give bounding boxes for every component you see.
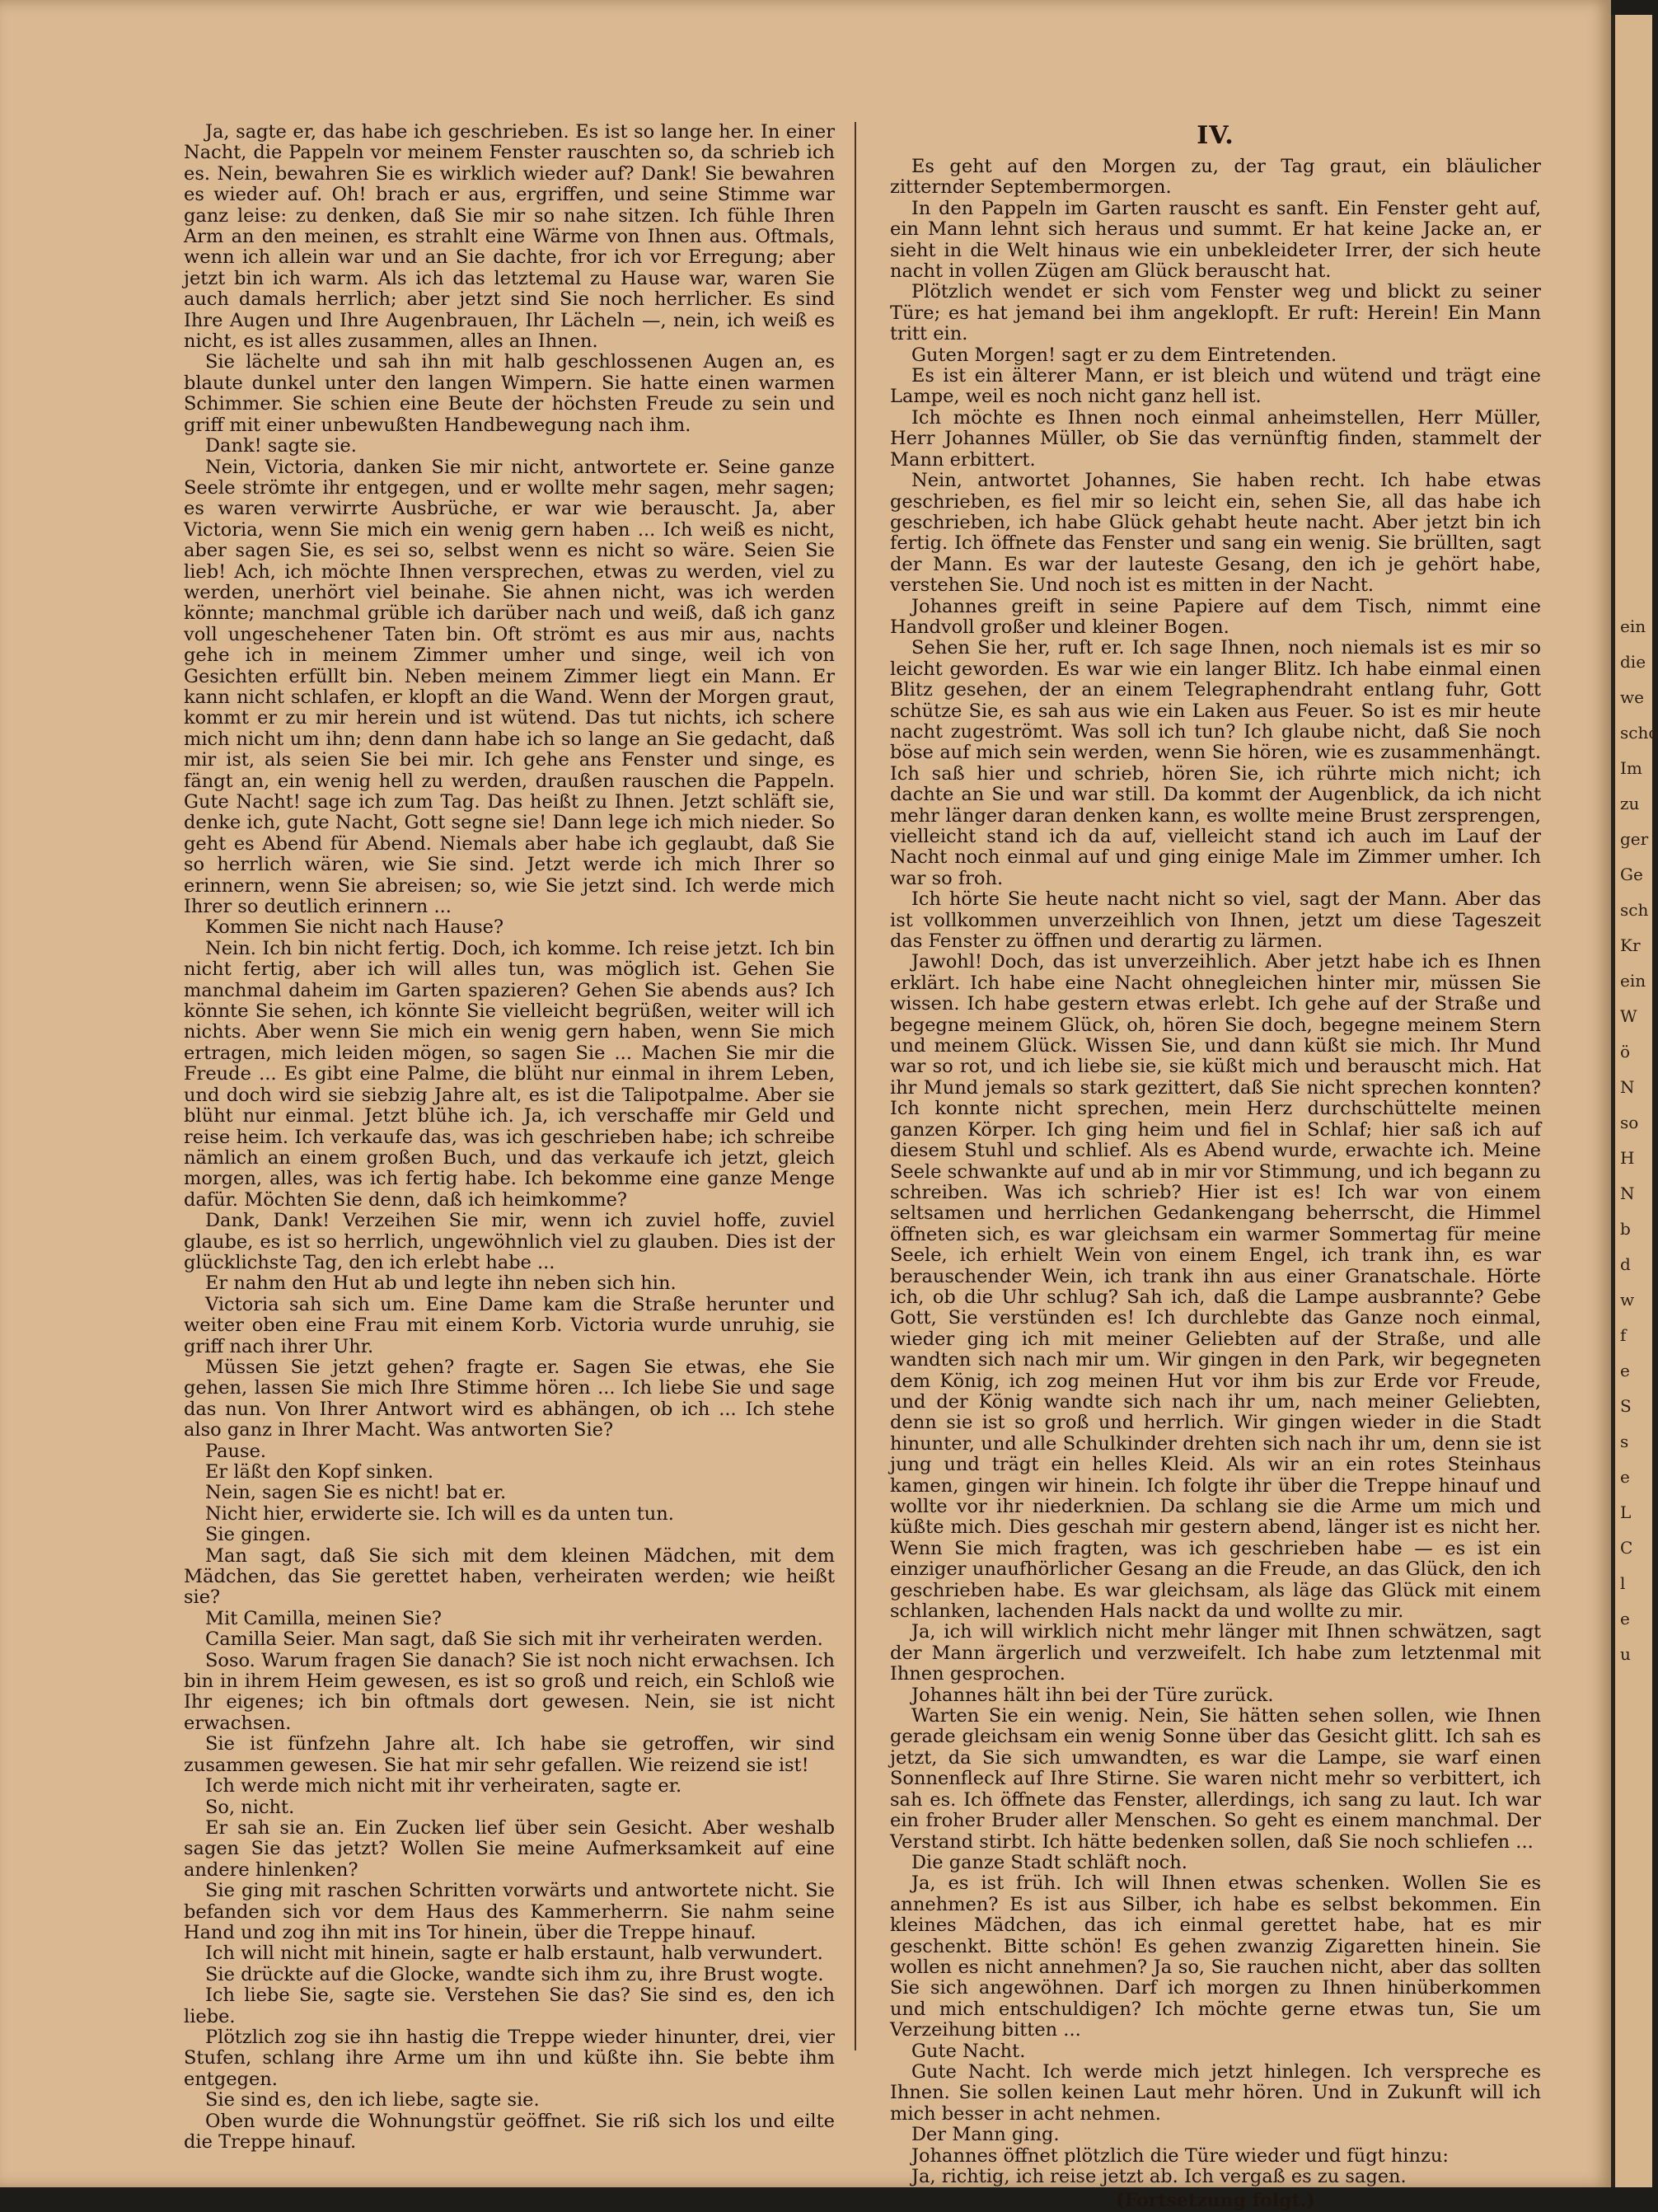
paragraph: Victoria sah sich um. Eine Dame kam die Straße herunter und weiter oben eine Frau mit einem Korb. Victoria wurde unruhig, sie griff nach ihrer Uhr. [184, 1293, 835, 1357]
next-page-fragment: u [1620, 1644, 1631, 1664]
next-page-fragment: e [1620, 1467, 1630, 1487]
next-page-fragment: d [1620, 1254, 1631, 1274]
right-column [890, 122, 1541, 2212]
paragraph: Ich möchte es Ihnen noch einmal anheimstellen, Herr Müller, Herr Johannes Müller, ob Sie das vernünftig finden, stammelt der Mann erbittert. [890, 406, 1541, 471]
continued-note: (Fortsetzung folgt.) [1116, 2190, 1315, 2212]
paragraph: Nicht hier, erwiderte sie. Ich will es da unten tun. [205, 1502, 674, 1525]
next-page-fragment: ger [1620, 829, 1649, 849]
next-page-fragment: ö [1620, 1042, 1631, 1061]
next-page-fragment: L [1620, 1502, 1632, 1522]
paragraph: Nein, antwortet Johannes, Sie haben recht. Ich habe etwas geschrieben, es fiel mir so leicht ein, sehen Sie, all das habe ich geschrieben, ich habe Glück gehabt heute nacht. Aber jetzt bin ich fertig. Ich öffnete das Fenster und sang ein wenig. Sie brüllten, sagt der Mann. Es war der lauteste Gesang, den ich je gehört habe, verstehen Sie. Und noch ist es mitten in der Nacht. [890, 470, 1541, 597]
next-page-edge [1611, 15, 1658, 2187]
paragraph: Sie drückte auf die Glocke, wandte sich ihm zu, ihre Brust wogte. [205, 1963, 824, 1985]
paragraph: Guten Morgen! sagt er zu dem Eintretenden. [911, 344, 1337, 366]
next-page-fragment: b [1620, 1219, 1631, 1239]
paragraph: Oben wurde die Wohnungstür geöffnet. Sie riß sich los und eilte die Treppe hinauf. [184, 2110, 835, 2153]
paragraph: In den Pappeln im Garten rauscht es sanft. Ein Fenster geht auf, ein Mann lehnt sich heraus und summt. Er hat keine Jacke an, er sieht in die Welt hinaus wie ein unbekleideter Irrer, der sich heute nacht in vollen Zügen am Glück berauscht hat. [890, 197, 1541, 283]
paragraph: Warten Sie ein wenig. Nein, Sie hätten sehen sollen, wie Ihnen gerade gleichsam ein wenig Sonne über das Gesicht glitt. Ich sah es jetzt, da Sie sich umwandten, es war die Lampe, sie warf einen Sonnenfleck auf Ihre Stirne. Sie waren nicht mehr so verbittert, ich sah es. Ich öffnete das Fenster, allerdings, ich sang zu laut. Ich war ein froher Bruder aller Menschen. So geht es einem manchmal. Der Verstand stirbt. Ich hätte bedenken sollen, daß Sie noch schliefen ... [890, 1705, 1541, 1853]
next-page-fragment: N [1620, 1077, 1635, 1097]
paragraph: Sie sind es, den ich liebe, sagte sie. [205, 2089, 540, 2111]
paragraph: Johannes öffnet plötzlich die Türe wieder und fügt hinzu: [911, 2144, 1449, 2167]
paragraph: Nein, sagen Sie es nicht! bat er. [205, 1482, 507, 1504]
left-column [184, 122, 835, 2153]
paragraph: So, nicht. [205, 1796, 295, 1818]
paragraph: Dank! sagte sie. [205, 435, 357, 457]
paragraph: Er läßt den Kopf sinken. [205, 1461, 433, 1483]
paragraph: Dank, Dank! Verzeihen Sie mir, wenn ich zuviel hoffe, zuviel glaube, es ist so herrlich, ungewöhnlich viel zu glauben. Dies ist der glücklichste Tag, den ich erlebt habe ... [184, 1210, 835, 1273]
next-page-fragment: Im [1620, 758, 1642, 778]
next-page-fragment: e [1620, 1609, 1630, 1629]
paragraph: Soso. Warum fragen Sie danach? Sie ist noch nicht erwachsen. Ich bin in ihrem Heim gewesen, es ist so groß und reich, ein Schloß wie Ihr eigenes; ich bin oftmals dort gewesen. Nein, sie ist nicht erwachsen. [184, 1649, 835, 1734]
next-page-fragment: ein [1620, 971, 1646, 991]
paragraph: Pause. [205, 1440, 267, 1462]
paragraph: Sie lächelte und sah ihn mit halb geschlossenen Augen an, es blaute dunkel unter den langen Wimpern. Sie hatte einen warmen Schimmer. Sie schien eine Beute der höchsten Freude zu sein und griff mit einer unbewußten Handbewegung nach ihm. [184, 351, 835, 436]
next-page-fragment: W [1620, 1006, 1637, 1026]
paragraph: Er sah sie an. Ein Zucken lief über sein Gesicht. Aber weshalb sagen Sie das jetzt? Wollen Sie meine Aufmerksamkeit auf eine andere hinlenken? [184, 1816, 835, 1881]
paragraph: Nein, Victoria, danken Sie mir nicht, antwortete er. Seine ganze Seele strömte ihr entgegen, und er wollte mehr sagen, mehr sagen; es waren verwirrte Ausbrüche, er war wie berauscht. Ja, aber Victoria, wenn Sie mich ein wenig gern haben ... Ich weiß es nicht, aber sagen Sie, es sei so, selbst wenn es nicht so wäre. Seien Sie lieb! Ach, ich möchte Ihnen versprechen, etwas zu werden, viel zu werden, unerhört viel beinahe. Sie ahnen nicht, was ich werden könnte; manchmal grüble ich darüber nach und weiß, daß ich ganz voll ungeschehener Taten bin. Oft strömt es aus mir aus, nachts gehe ich in meinem Zimmer umher und singe, weil ich von Gesichten erfüllt bin. Neben meinem Zimmer liegt ein Mann. Er kann nicht schlafen, er klopft an die Wand. Wenn der Morgen graut, kommt er zu mir herein und ist wütend. Das tut nichts, ich schere mich nicht um ihn; denn dann habe ich so lange an Sie gedacht, daß mir ist, als seien Sie bei mir. Ich gehe ans Fenster und singe, es fängt an, ein wenig hell zu werden, draußen rauschen die Pappeln. Gute Nacht! sage ich zum Tag. Das heißt zu Ihnen. Jetzt schläft sie, denke ich, gute Nacht, Gott segne sie! Dann lege ich mich nieder. So geht es Abend für Abend. Niemals aber habe ich geglaubt, daß Sie so herrlich wären, wie Sie sind. Jetzt werde ich mich Ihrer so erinnern, wenn Sie abreisen; so, wie Sie jetzt sind. Ich werde mich Ihrer so deutlich erinnern ... [184, 456, 835, 918]
paragraph: Ich hörte Sie heute nacht nicht so viel, sagt der Mann. Aber das ist vollkommen unverzeihlich von Ihnen, jetzt um diese Tageszeit das Fenster zu öffnen und derartig zu lärmen. [890, 888, 1541, 953]
paragraph: Plötzlich wendet er sich vom Fenster weg und blickt zu seiner Türe; es hat jemand bei ihm angeklopft. Er ruft: Herein! Ein Mann tritt ein. [890, 281, 1541, 345]
next-page-fragment: zu [1620, 794, 1640, 813]
paragraph: Müssen Sie jetzt gehen? fragte er. Sagen Sie etwas, ehe Sie gehen, lassen Sie mich Ihre Stimme hören ... Ich liebe Sie und sage das nun. Von Ihrer Antwort wird es abhängen, ob ich ... Ich stehe also ganz in Ihrer Macht. Was antworten Sie? [184, 1356, 835, 1441]
next-page-fragment: so [1620, 1113, 1639, 1132]
next-page-fragment: Kr [1620, 935, 1641, 955]
paragraph: Mit Camilla, meinen Sie? [205, 1607, 442, 1629]
paragraph: Nein. Ich bin nicht fertig. Doch, ich komme. Ich reise jetzt. Ich bin nicht fertig, aber ich will alles tun, was möglich ist. Gehen Sie manchmal daheim im Garten spazieren? Gehen Sie abends aus? Ich könnte Sie sehen, ich könnte Sie vielleicht begrüßen, weiter will ich nichts. Aber wenn Sie mich ein wenig gern haben, wenn Sie mich ertragen, mich leiden mögen, so sagen Sie ... Machen Sie mir die Freude ... Es gibt eine Palme, die blüht nur einmal in ihrem Leben, und doch wird sie siebzig Jahre alt, es ist die Talipotpalme. Aber sie blüht nur einmal. Jetzt blühe ich. Ja, ich verschaffe mir Geld und reise heim. Ich verkaufe das, was ich geschrieben habe; ich schreibe nämlich an einem großen Buch, und das verkaufe ich jetzt, gleich morgen, alles, was ich fertig habe. Ich bekomme eine ganze Menge dafür. Möchten Sie denn, daß ich heimkomme? [184, 937, 835, 1211]
next-page-fragment: we [1620, 687, 1644, 707]
paragraph: Ja, ich will wirklich nicht mehr länger mit Ihnen schwätzen, sagt der Mann ärgerlich und verzweifelt. Ich habe zum letztenmal mit Ihnen gesprochen. [890, 1621, 1541, 1685]
paragraph: Ja, es ist früh. Ich will Ihnen etwas schenken. Wollen Sie es annehmen? Es ist aus Silber, ich habe es selbst bekommen. Ein kleines Mädchen, das ich einmal gerettet habe, hat es mir geschenkt. Bitte schön! Es gehen zwanzig Zigaretten hinein. Sie wollen es nicht annehmen? Ja so, Sie rauchen nicht, aber das sollten Sie sich angewöhnen. Darf ich morgen zu Ihnen hinüberkommen und mich entschuldigen? Ich möchte gerne etwas tun, Sie um Verzeihung bitten ... [890, 1872, 1541, 2041]
paragraph: Gute Nacht. [911, 2040, 1026, 2062]
paragraph: Sie ging mit raschen Schritten vorwärts und antwortete nicht. Sie befanden sich vor dem Haus des Kammerherrn. Sie nahm seine Hand und zog ihn mit ins Tor hinein, über die Treppe hinauf. [184, 1880, 835, 1943]
paragraph: Johannes greift in seine Papiere auf dem Tisch, nimmt eine Handvoll großer und kleiner Bogen. [890, 595, 1541, 638]
next-page-fragment: S [1620, 1396, 1632, 1416]
paragraph: Der Mann ging. [911, 2124, 1060, 2146]
paragraph: Man sagt, daß Sie sich mit dem kleinen Mädchen, mit dem Mädchen, das Sie gerettet haben, verheiraten werden; wie heißt sie? [184, 1544, 835, 1609]
next-page-fragment: ein [1620, 616, 1646, 636]
next-page-fragment: e [1620, 1361, 1630, 1380]
paragraph: Ja, richtig, ich reise jetzt ab. Ich vergaß es zu sagen. [911, 2166, 1407, 2187]
next-page-fragment: s [1620, 1432, 1629, 1451]
next-page-fragment: sch [1620, 900, 1649, 920]
next-page-fragment: die [1620, 652, 1646, 672]
paragraph: Plötzlich zog sie ihn hastig die Treppe wieder hinunter, drei, vier Stufen, schlang ihre Arme um ihn und küßte ihn. Sie bebte ihm entgegen. [184, 2026, 835, 2090]
paragraph: Ja, sagte er, das habe ich geschrieben. Es ist so lange her. In einer Nacht, die Pappeln vor meinem Fenster rauschten so, da schrieb ich es. Nein, bewahren Sie es wirklich wieder auf? Dank! Sie bewahren es wieder auf. Oh! brach er aus, ergriffen, und seine Stimme war ganz leise: zu denken, daß Sie mir so nahe sitzen. Ich fühle Ihren Arm an den meinen, es strahlt eine Wärme von Ihnen aus. Oftmals, wenn ich allein war und an Sie dachte, fror ich vor Erregung; aber jetzt bin ich warm. Als ich das letztemal zu Hause war, waren Sie auch damals herrlich; aber jetzt sind Sie noch herrlicher. Es sind Ihre Augen und Ihre Augenbrauen, Ihr Lächeln —, nein, ich weiß es nicht, es ist alles zusammen, alles an Ihnen. [184, 121, 835, 353]
paragraph: Es ist ein älterer Mann, er ist bleich und wütend und trägt eine Lampe, weil es noch nicht ganz hell ist. [890, 365, 1541, 408]
paragraph: Gute Nacht. Ich werde mich jetzt hinlegen. Ich verspreche es Ihnen. Sie sollen keinen Laut mehr hören. Und in Zukunft will ich mich besser in acht nehmen. [890, 2060, 1541, 2125]
next-page-fragment: N [1620, 1183, 1635, 1203]
paragraph: Ich liebe Sie, sagte sie. Verstehen Sie das? Sie sind es, den ich liebe. [184, 1985, 835, 2027]
next-page-fragment: H [1620, 1148, 1635, 1168]
paragraph: Jawohl! Doch, das ist unverzeihlich. Aber jetzt habe ich es Ihnen erklärt. Ich habe eine Nacht ohnegleichen hinter mir, müssen Sie wissen. Ich habe gestern etwas erlebt. Ich gehe auf der Straße und begegne meinem Glück, oh, hören Sie doch, begegne meinem Stern und meinem Glück. Wissen Sie, und dann küßt sie mich. Ihr Mund war so rot, und ich liebe sie, sie küßt mich und berauscht mich. Hat ihr Mund jemals so stark gezittert, daß Sie nicht sprechen konnten? Ich konnte nicht sprechen, mein Herz durchschüttelte meinen ganzen Körper. Ich ging heim und fiel in Schlaf; hier saß ich auf diesem Stuhl und schlief. Als es Abend wurde, erwachte ich. Meine Seele schwankte auf und ab in mir vor Stimmung, und ich begann zu schreiben. Was ich schrieb? Hier ist es! Ich war von einem seltsamen und herrlichen Gedankengang beherrscht, die Himmel öffneten sich, es war gleichsam ein warmer Sommertag für meine Seele, ich erhielt Wein von einem Engel, ich trank ihn, es war berauschender Wein, ich trank ihn aus einer Granatschale. Hörte ich, ob die Uhr schlug? Sah ich, daß die Lampe ausbrannte? Gebe Gott, Sie verstünden es! Ich durchlebte das Ganze noch einmal, wieder ging ich mit meiner Geliebten auf der Straße, und alle wandten sich nach mir um. Wir gingen in den Park, wir begegneten dem König, ich zog meinen Hut vor ihm bis zur Erde vor Freude, und der König wandte sich nach ihr um, nach meiner Geliebten, denn sie ist so groß und herrlich. Wir gingen wieder in die Stadt hinunter, und alle Schulkinder drehten sich nach ihr um, denn sie ist jung und trägt ein helles Kleid. Als wir an ein rotes Steinhaus kamen, gingen wir hinein. Ich folgte ihr über die Treppe hinauf und wollte vor ihr niederknien. Da schlang sie die Arme um mich und küßte mich. Dies geschah mir gestern abend, länger ist es nicht her. Wenn Sie mich fragten, was ich geschrieben habe — es ist ein einziger unaufhörlicher Gesang an die Freude, an das Glück, den ich geschrieben habe. Es war gleichsam, als läge das Glück mit einem schlanken, lachenden Hals nackt da und wollte zu mir. [890, 951, 1541, 1623]
paragraph: Kommen Sie nicht nach Hause? [205, 916, 504, 939]
paragraph: Er nahm den Hut ab und legte ihn neben sich hin. [205, 1272, 677, 1295]
next-page-fragment: C [1620, 1538, 1633, 1558]
chapter-heading: IV. [1197, 121, 1234, 150]
next-page-fragment: scho [1620, 723, 1658, 743]
next-page-fragment: w [1620, 1290, 1635, 1310]
next-page-fragment: Ge [1620, 865, 1643, 884]
next-page-fragment: f [1620, 1325, 1627, 1345]
next-page-fragment: l [1620, 1573, 1626, 1593]
paragraph: Es geht auf den Morgen zu, der Tag graut, ein bläulicher zitternder Septembermorgen. [890, 156, 1541, 199]
column-divider [855, 122, 856, 2050]
paragraph: Johannes hält ihn bei der Türe zurück. [911, 1684, 1274, 1706]
paragraph: Die ganze Stadt schläft noch. [911, 1851, 1187, 1873]
paragraph: Ich werde mich nicht mit ihr verheiraten, sagte er. [205, 1775, 682, 1797]
paragraph: Sie ist fünfzehn Jahre alt. Ich habe sie getroffen, wir sind zusammen gewesen. Sie hat mir sehr gefallen. Wie reizend sie ist! [184, 1733, 835, 1776]
paragraph: Sehen Sie her, ruft er. Ich sage Ihnen, noch niemals ist es mir so leicht geworden. Es war wie ein langer Blitz. Ich habe einmal einen Blitz gesehen, der an einem Telegraphendraht entlang fuhr, Gott schütze Sie, es sah aus wie ein Laken aus Feuer. So ist es mir heute nacht zugeströmt. Was soll ich tun? Ich glaube nicht, daß Sie noch böse auf mich sein werden, wenn Sie hören, wie es zusammenhängt. Ich saß hier und schrieb, hören Sie, ich rührte mich nicht; ich dachte an Sie und war still. Da kommt der Augenblick, da ich nicht mehr länger daran denken kann, es wollte meine Brust zersprengen, vielleicht stand ich da auf, vielleicht stand ich auch im Lauf der Nacht noch einmal auf und ging einige Male im Zimmer umher. Ich war so froh. [890, 637, 1541, 889]
right-paragraphs [890, 157, 1541, 2187]
paragraph: Sie gingen. [205, 1524, 311, 1546]
paragraph: Camilla Seier. Man sagt, daß Sie sich mit ihr verheiraten werden. [205, 1629, 823, 1651]
paragraph: Ich will nicht mit hinein, sagte er halb erstaunt, halb verwundert. [205, 1943, 823, 1965]
